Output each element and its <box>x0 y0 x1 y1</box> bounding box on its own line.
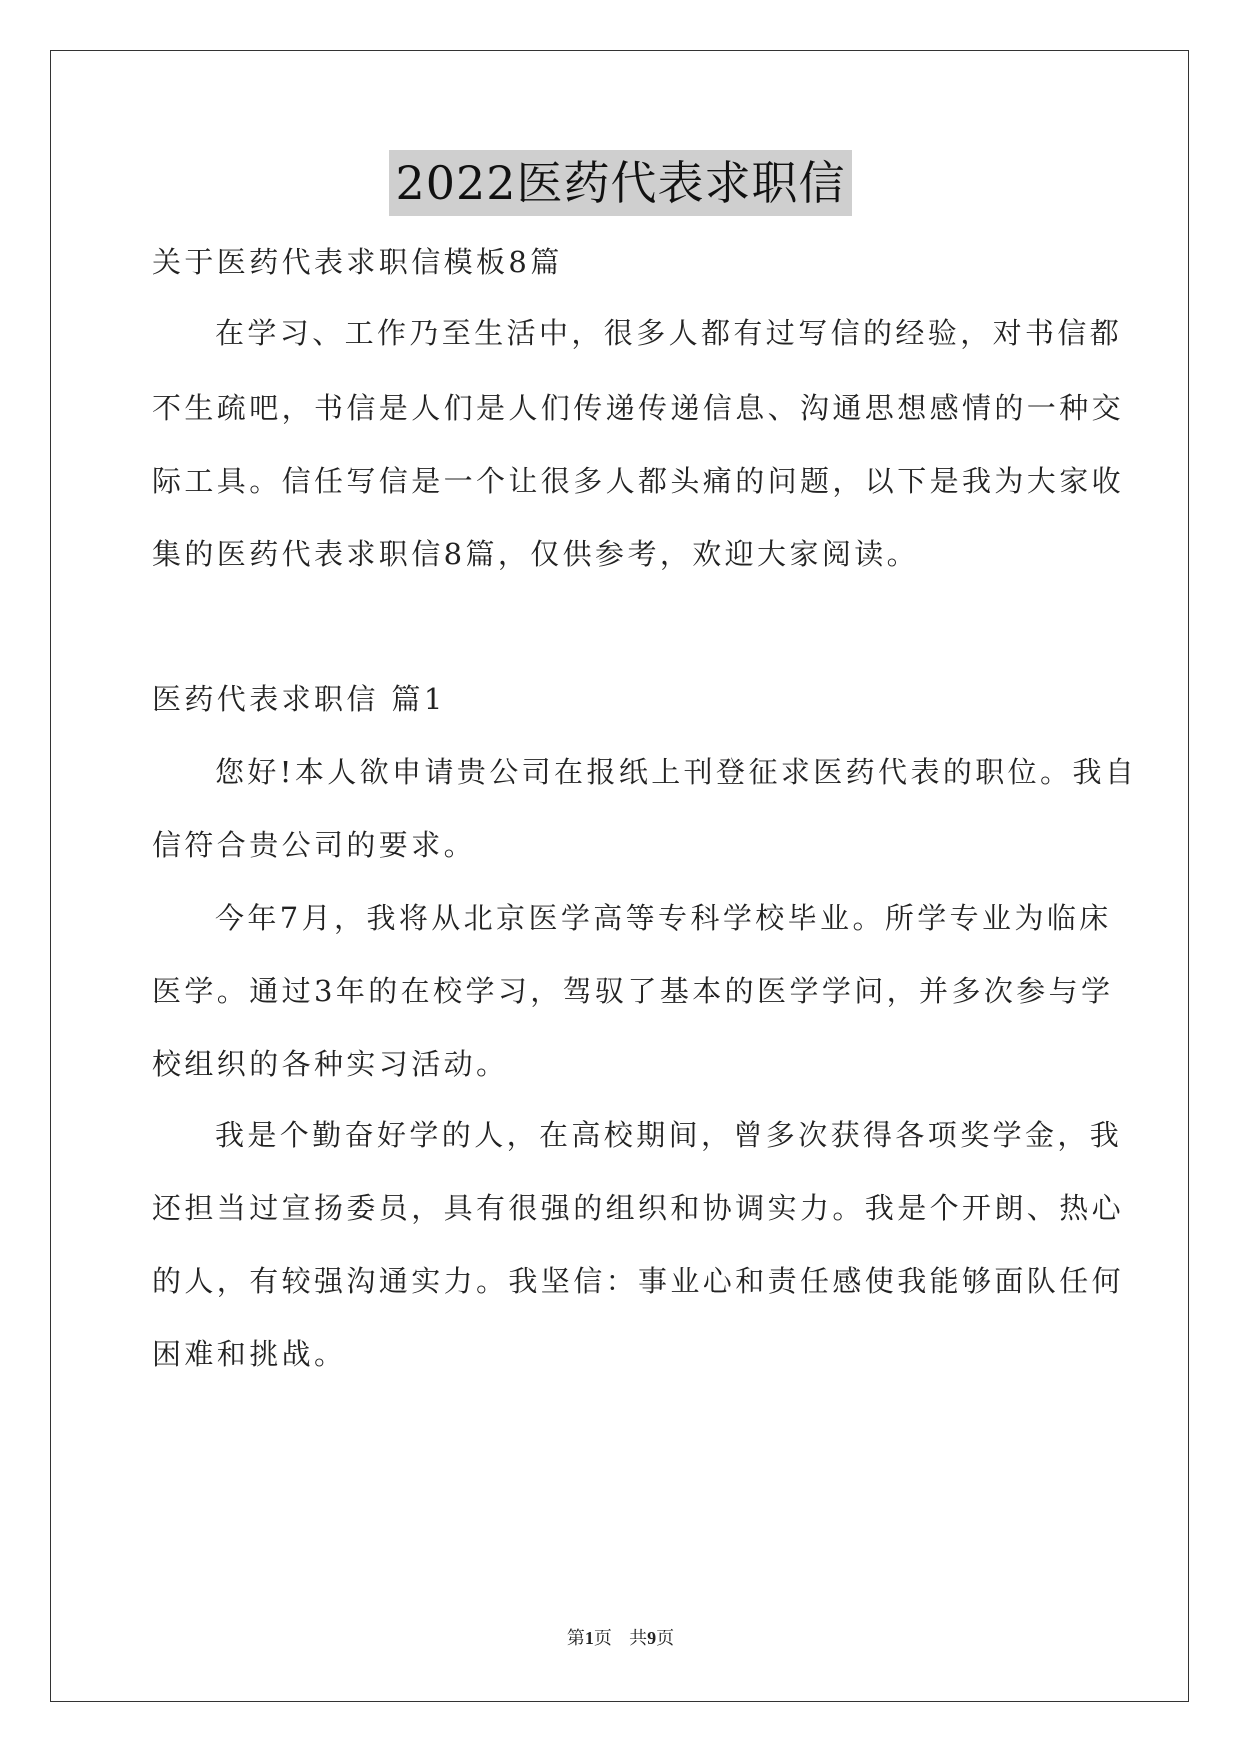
paragraph-line: 还担当过宣扬委员，具有很强的组织和协调实力。我是个开朗、热心 <box>152 1191 1125 1225</box>
paragraph-line: 今年7月，我将从北京医学高等专科学校毕业。所学专业为临床 <box>215 901 1112 935</box>
total-pages-number: 9 <box>647 1628 657 1648</box>
page-footer <box>0 1624 1241 1650</box>
paragraph-line: 校组织的各种实习活动。 <box>152 1047 509 1081</box>
subtitle: 关于医药代表求职信模板8篇 <box>152 245 563 279</box>
footer-suffix: 页 <box>656 1628 675 1649</box>
paragraph-line: 医学。通过3年的在校学习，驾驭了基本的医学学问，并多次参与学 <box>152 974 1114 1008</box>
footer-mid: 页 共 <box>593 1628 648 1649</box>
paragraph-line: 的人，有较强沟通实力。我坚信：事业心和责任感使我能够面队任何 <box>152 1264 1125 1298</box>
document-title: 2022医药代表求职信 <box>389 150 851 216</box>
paragraph-line: 您好!本人欲申请贵公司在报纸上刊登征求医药代表的职位。我自 <box>215 755 1138 789</box>
paragraph-line: 集的医药代表求职信8篇，仅供参考，欢迎大家阅读。 <box>152 537 920 571</box>
title-block <box>0 150 1241 216</box>
paragraph-line: 不生疏吧，书信是人们是人们传递传递信息、沟通思想感情的一种交 <box>152 391 1125 425</box>
current-page-number: 1 <box>584 1628 594 1648</box>
footer-prefix: 第 <box>566 1628 585 1649</box>
paragraph-line: 在学习、工作乃至生活中，很多人都有过写信的经验，对书信都 <box>215 316 1123 350</box>
paragraph-line: 信符合贵公司的要求。 <box>152 828 477 862</box>
paragraph-line: 困难和挑战。 <box>152 1337 347 1371</box>
page-border <box>50 50 1189 1702</box>
paragraph-line: 际工具。信任写信是一个让很多人都头痛的问题，以下是我为大家收 <box>152 464 1125 498</box>
paragraph-line: 我是个勤奋好学的人，在高校期间，曾多次获得各项奖学金，我 <box>215 1118 1123 1152</box>
section-heading: 医药代表求职信 篇1 <box>152 682 446 716</box>
